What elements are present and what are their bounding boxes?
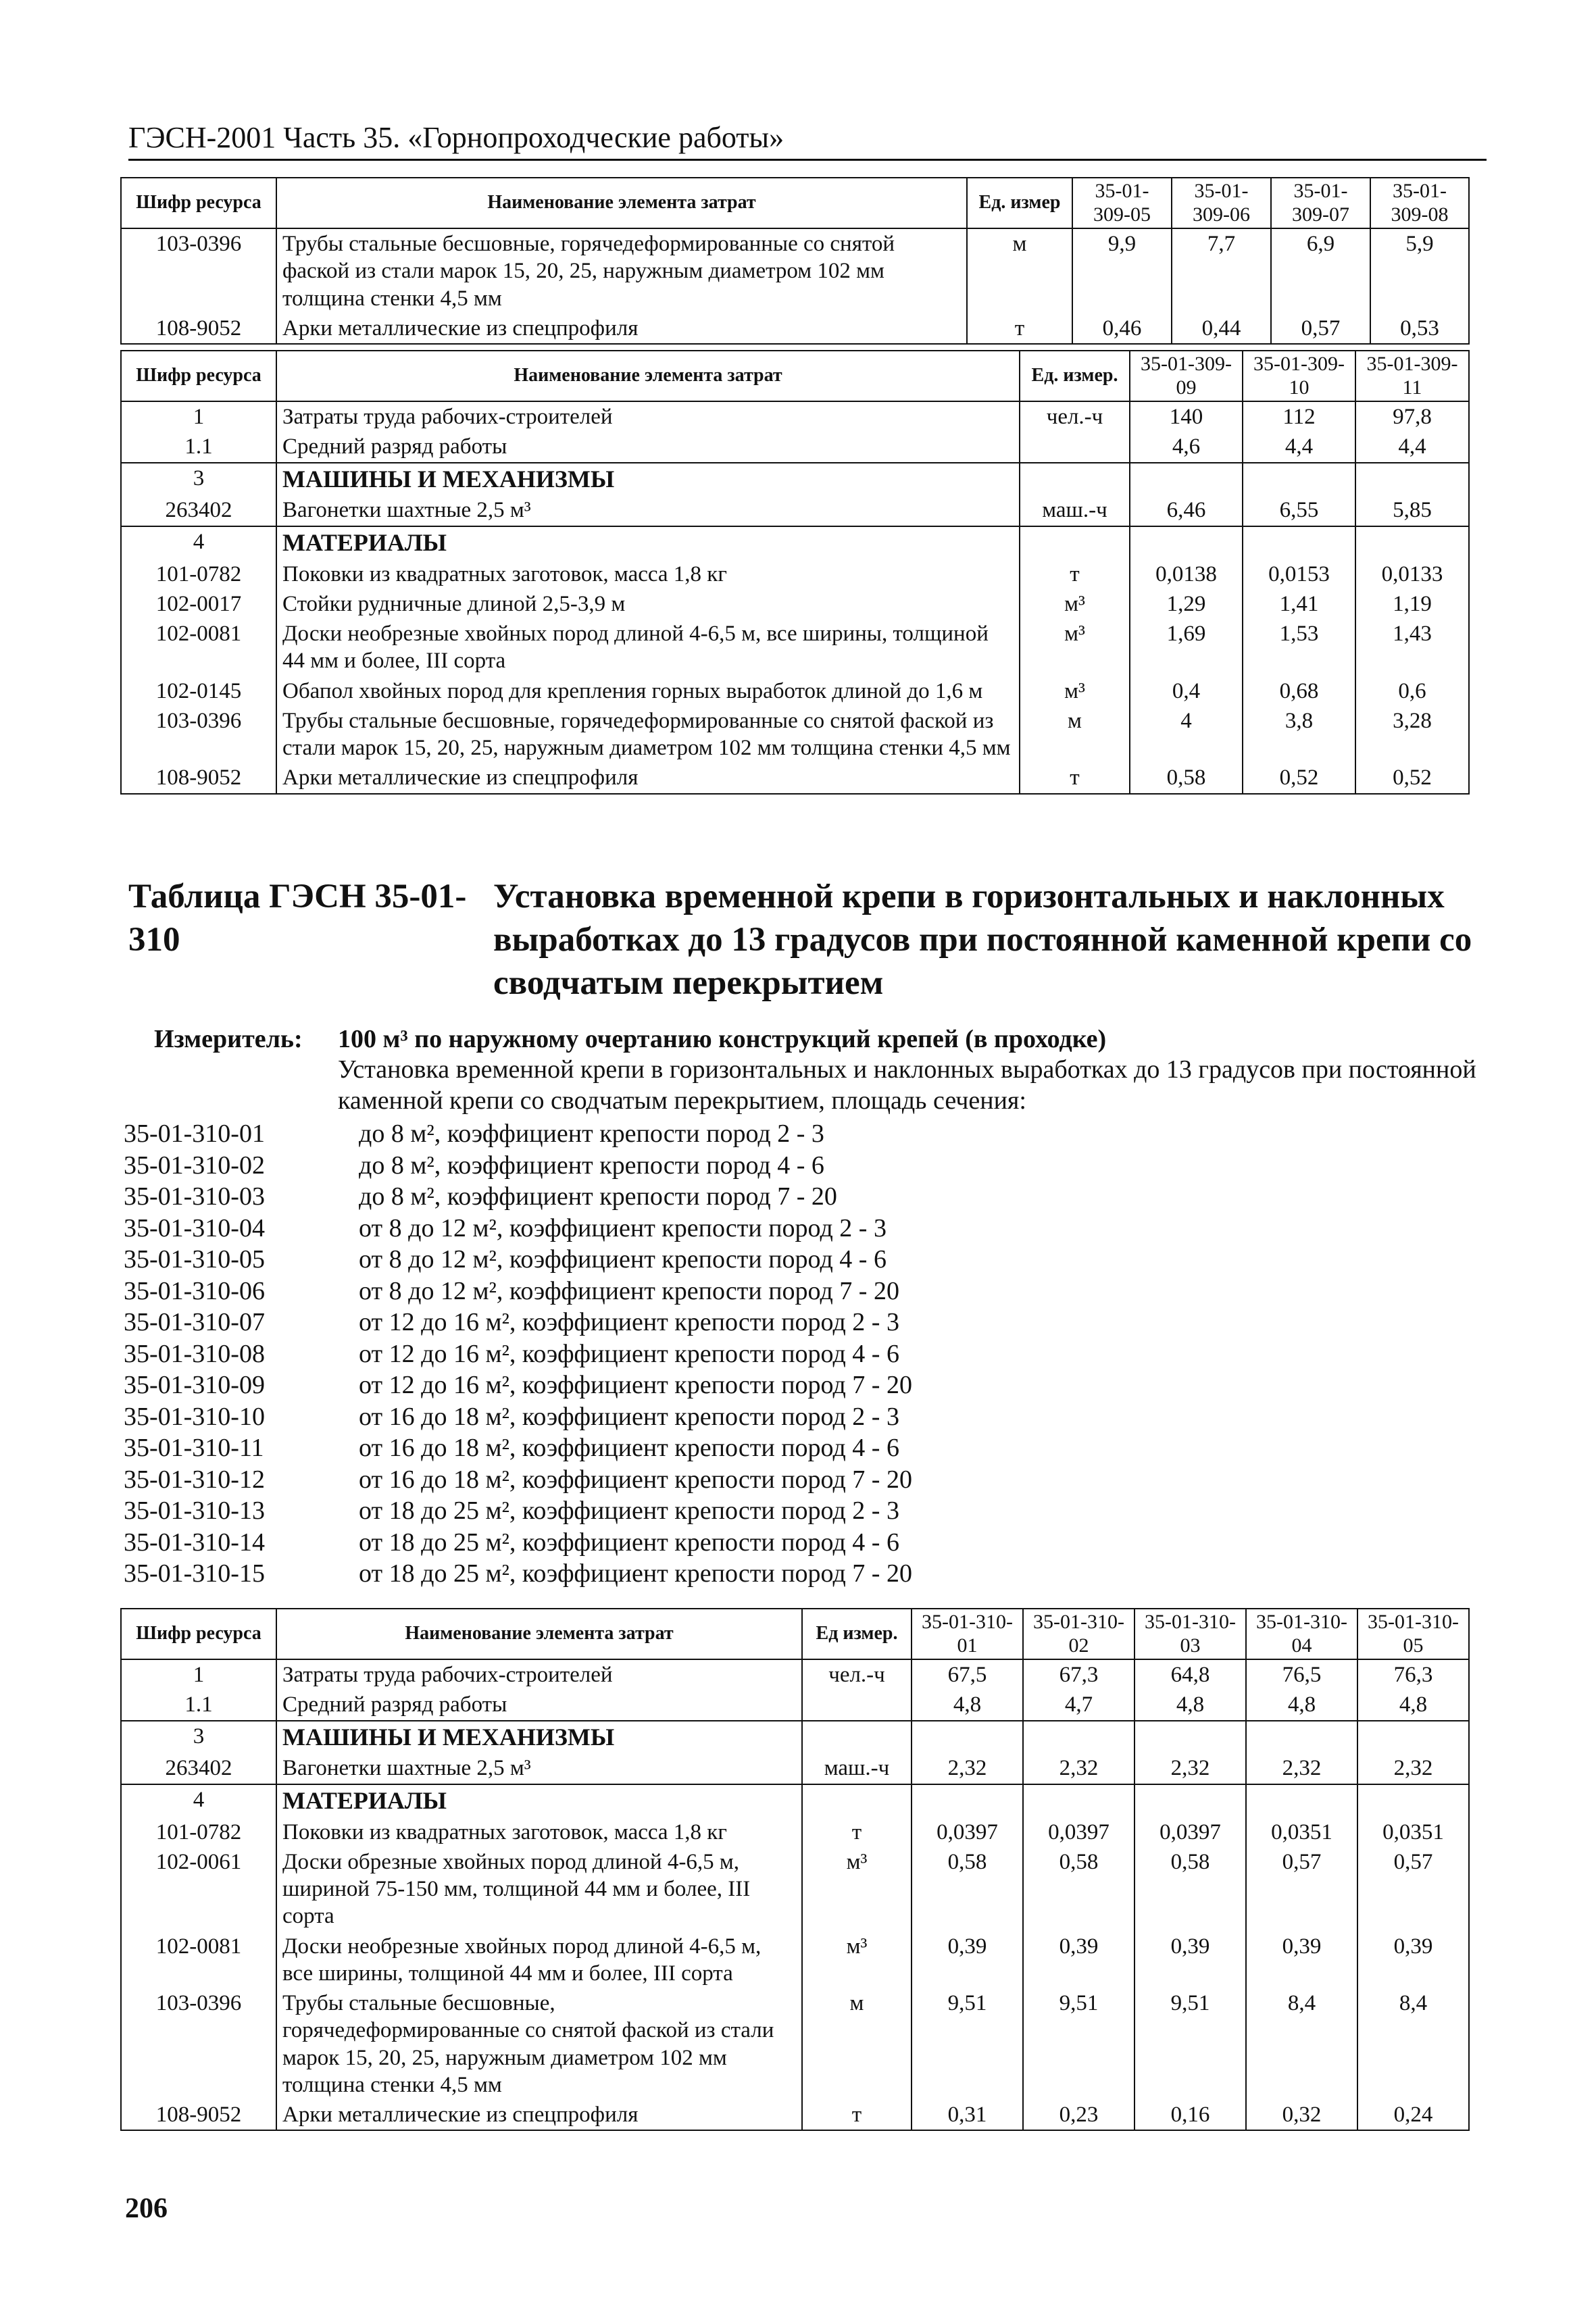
header-norm: 35-01-310-05 bbox=[1357, 1609, 1469, 1659]
norm-value: 0,52 bbox=[1243, 763, 1355, 793]
cost-element-name: Доски необрезные хвойных пород длиной 4-6,5 м, все ширины, толщиной 44 мм и более, III сорта bbox=[276, 1932, 802, 1989]
norm-code: 35-01-310-06 bbox=[124, 1276, 265, 1305]
resource-code: 4 bbox=[121, 526, 276, 559]
running-header: ГЭСН-2001 Часть 35. «Горнопроходческие работы» bbox=[128, 120, 1487, 161]
norm-value: 0,32 bbox=[1246, 2100, 1357, 2130]
norm-code: 35-01-310-04 bbox=[124, 1213, 265, 1242]
norm-description: от 16 до 18 м², коэффициент крепости пород 7 - 20 bbox=[359, 1465, 912, 1494]
unit bbox=[1020, 526, 1130, 559]
section-heading: МАШИНЫ И МЕХАНИЗМЫ bbox=[276, 1721, 802, 1754]
norm-value: 0,0351 bbox=[1357, 1817, 1469, 1847]
norm-value: 0,39 bbox=[1357, 1932, 1469, 1989]
norm-value: 0,57 bbox=[1271, 313, 1370, 344]
meter-label: Измеритель: bbox=[154, 1025, 303, 1053]
norm-value: 0,58 bbox=[912, 1847, 1023, 1932]
cost-element-name: Вагонетки шахтные 2,5 м³ bbox=[276, 495, 1020, 526]
norm-value: 0,39 bbox=[912, 1932, 1023, 1989]
norm-value: 0,44 bbox=[1172, 313, 1271, 344]
norm-value: 9,9 bbox=[1072, 228, 1172, 313]
cost-element-name: Арки металлические из спецпрофиля bbox=[276, 2100, 802, 2130]
norm-value: 0,16 bbox=[1134, 2100, 1246, 2130]
resource-code: 263402 bbox=[121, 1753, 276, 1784]
cost-element-name: Поковки из квадратных заготовок, масса 1,8 кг bbox=[276, 1817, 802, 1847]
norm-value: 67,5 bbox=[912, 1659, 1023, 1690]
list-item bbox=[124, 1213, 1475, 1245]
norm-description: от 18 до 25 м², коэффициент крепости пород 4 - 6 bbox=[359, 1528, 899, 1557]
cost-table-309-09-11 bbox=[120, 350, 1470, 795]
norm-value: 0,0153 bbox=[1243, 559, 1355, 589]
table-header-row bbox=[121, 351, 1469, 401]
norm-value bbox=[1355, 526, 1469, 559]
norm-value: 9,51 bbox=[1023, 1988, 1134, 2100]
table-row bbox=[121, 1690, 1469, 1720]
norm-description: от 18 до 25 м², коэффициент крепости пород 7 - 20 bbox=[359, 1559, 912, 1588]
section-heading: МАТЕРИАЛЫ bbox=[276, 526, 1020, 559]
resource-code: 101-0782 bbox=[121, 559, 276, 589]
unit: м³ bbox=[802, 1847, 912, 1932]
norm-value: 0,31 bbox=[912, 2100, 1023, 2130]
norm-value: 2,32 bbox=[1023, 1753, 1134, 1784]
norm-value: 0,6 bbox=[1355, 676, 1469, 706]
norm-value: 97,8 bbox=[1355, 401, 1469, 432]
norm-value: 2,32 bbox=[1134, 1753, 1246, 1784]
resource-code: 108-9052 bbox=[121, 763, 276, 793]
norm-description: от 12 до 16 м², коэффициент крепости пород 4 - 6 bbox=[359, 1339, 899, 1368]
header-cost-element: Наименование элемента затрат bbox=[276, 1609, 802, 1659]
unit: т bbox=[802, 1817, 912, 1847]
table-row bbox=[121, 463, 1469, 496]
norm-value: 4,4 bbox=[1243, 432, 1355, 462]
cost-element-name: Средний разряд работы bbox=[276, 1690, 802, 1720]
header-norm: 35-01-309-11 bbox=[1355, 351, 1469, 401]
norm-value: 112 bbox=[1243, 401, 1355, 432]
norm-description: от 12 до 16 м², коэффициент крепости пород 2 - 3 bbox=[359, 1308, 899, 1336]
norm-value: 3,28 bbox=[1355, 706, 1469, 763]
norm-value bbox=[1023, 1784, 1134, 1817]
resource-code: 1 bbox=[121, 1659, 276, 1690]
header-resource-code: Шифр ресурса bbox=[121, 1609, 276, 1659]
norm-value: 8,4 bbox=[1246, 1988, 1357, 2100]
norm-code: 35-01-310-14 bbox=[124, 1528, 265, 1557]
unit: м bbox=[967, 228, 1072, 313]
cost-element-name: Доски обрезные хвойных пород длиной 4-6,5 м, шириной 75-150 мм, толщиной 44 мм и более, III сорта bbox=[276, 1847, 802, 1932]
norm-description: от 16 до 18 м², коэффициент крепости пород 2 - 3 bbox=[359, 1402, 899, 1431]
norm-value: 1,53 bbox=[1243, 619, 1355, 676]
header-resource-code: Шифр ресурса bbox=[121, 178, 276, 228]
meter-value: 100 м³ по наружному очертанию конструкций крепей (в проходке) bbox=[338, 1025, 1107, 1053]
table-row bbox=[121, 763, 1469, 793]
unit bbox=[802, 1721, 912, 1754]
norm-value: 0,0397 bbox=[1023, 1817, 1134, 1847]
table-title bbox=[128, 876, 1507, 1005]
cost-element-name: Доски необрезные хвойных пород длиной 4-6,5 м, все ширины, толщиной 44 мм и более, III сорта bbox=[276, 619, 1020, 676]
table-row bbox=[121, 1988, 1469, 2100]
norm-value: 1,43 bbox=[1355, 619, 1469, 676]
norm-value: 0,58 bbox=[1023, 1847, 1134, 1932]
header-norm: 35-01-310-04 bbox=[1246, 1609, 1357, 1659]
header-unit: Ед. измер. bbox=[1020, 351, 1130, 401]
list-item bbox=[124, 1370, 1475, 1402]
norm-value bbox=[1246, 1784, 1357, 1817]
norm-value bbox=[1357, 1721, 1469, 1754]
norm-value: 76,5 bbox=[1246, 1659, 1357, 1690]
norm-value: 0,39 bbox=[1023, 1932, 1134, 1989]
resource-code: 108-9052 bbox=[121, 313, 276, 344]
unit: чел.-ч bbox=[1020, 401, 1130, 432]
cost-element-name: Средний разряд работы bbox=[276, 432, 1020, 462]
cost-element-name: Трубы стальные бесшовные, горячедеформированные со снятой фаской из стали марок 15, 20, 25, наружным диаметром 102 мм толщина стенки 4,5 мм bbox=[276, 228, 967, 313]
unit: чел.-ч bbox=[802, 1659, 912, 1690]
unit: м³ bbox=[1020, 619, 1130, 676]
header-cost-element: Наименование элемента затрат bbox=[276, 178, 967, 228]
norm-description: от 18 до 25 м², коэффициент крепости пород 2 - 3 bbox=[359, 1496, 899, 1525]
cost-element-name: Вагонетки шахтные 2,5 м³ bbox=[276, 1753, 802, 1784]
cost-element-name: Затраты труда рабочих-строителей bbox=[276, 1659, 802, 1690]
section-heading: МАШИНЫ И МЕХАНИЗМЫ bbox=[276, 463, 1020, 496]
norm-value: 4,8 bbox=[912, 1690, 1023, 1720]
list-item bbox=[124, 1276, 1475, 1308]
table-row bbox=[121, 495, 1469, 526]
header-norm: 35-01-309-07 bbox=[1271, 178, 1370, 228]
unit bbox=[802, 1784, 912, 1817]
list-item bbox=[124, 1559, 1475, 1590]
resource-code: 3 bbox=[121, 1721, 276, 1754]
table-row bbox=[121, 1659, 1469, 1690]
norm-value: 0,46 bbox=[1072, 313, 1172, 344]
cost-element-name: Затраты труда рабочих-строителей bbox=[276, 401, 1020, 432]
resource-code: 1.1 bbox=[121, 1690, 276, 1720]
resource-code: 102-0145 bbox=[121, 676, 276, 706]
norm-description: от 8 до 12 м², коэффициент крепости пород 4 - 6 bbox=[359, 1245, 887, 1274]
norm-value: 0,39 bbox=[1246, 1932, 1357, 1989]
header-norm: 35-01-309-10 bbox=[1243, 351, 1355, 401]
unit bbox=[1020, 463, 1130, 496]
table-row bbox=[121, 1847, 1469, 1932]
cost-element-name: Стойки рудничные длиной 2,5-3,9 м bbox=[276, 589, 1020, 619]
norm-value: 3,8 bbox=[1243, 706, 1355, 763]
header-unit: Ед измер. bbox=[802, 1609, 912, 1659]
cost-element-name: Арки металлические из спецпрофиля bbox=[276, 313, 967, 344]
header-resource-code: Шифр ресурса bbox=[121, 351, 276, 401]
resource-code: 102-0061 bbox=[121, 1847, 276, 1932]
header-norm: 35-01-309-05 bbox=[1072, 178, 1172, 228]
norm-value: 67,3 bbox=[1023, 1659, 1134, 1690]
norm-value: 0,68 bbox=[1243, 676, 1355, 706]
resource-code: 101-0782 bbox=[121, 1817, 276, 1847]
norm-value: 2,32 bbox=[912, 1753, 1023, 1784]
list-item bbox=[124, 1307, 1475, 1339]
norm-value: 8,4 bbox=[1357, 1988, 1469, 2100]
norm-value bbox=[1355, 463, 1469, 496]
norm-description: от 8 до 12 м², коэффициент крепости пород 2 - 3 bbox=[359, 1213, 887, 1242]
norm-value bbox=[1134, 1721, 1246, 1754]
resource-code: 3 bbox=[121, 463, 276, 496]
list-item bbox=[124, 1402, 1475, 1434]
norm-code: 35-01-310-01 bbox=[124, 1120, 265, 1148]
table-row bbox=[121, 228, 1469, 313]
cost-element-name: Трубы стальные бесшовные, горячедеформированные со снятой фаской из стали марок 15, 20, 25, наружным диаметром 102 мм толщина стенки 4,5 мм bbox=[276, 706, 1020, 763]
norm-value: 6,46 bbox=[1130, 495, 1243, 526]
table-title-number: Таблица ГЭСН 35-01-310 bbox=[128, 878, 467, 959]
list-item bbox=[124, 1339, 1475, 1371]
cost-element-name: Трубы стальные бесшовные, горячедеформированные со снятой фаской из стали марок 15, 20, 25, наружным диаметром 102 мм толщина стенки 4,5 мм bbox=[276, 1988, 802, 2100]
resource-code: 102-0081 bbox=[121, 1932, 276, 1989]
header-norm: 35-01-309-09 bbox=[1130, 351, 1243, 401]
header-cost-element: Наименование элемента затрат bbox=[276, 351, 1020, 401]
table-row bbox=[121, 1932, 1469, 1989]
list-item bbox=[124, 1496, 1475, 1528]
norm-value bbox=[1243, 463, 1355, 496]
norm-value: 4,7 bbox=[1023, 1690, 1134, 1720]
norm-value: 6,9 bbox=[1271, 228, 1370, 313]
norm-code: 35-01-310-08 bbox=[124, 1339, 265, 1368]
norm-value bbox=[1357, 1784, 1469, 1817]
norm-code: 35-01-310-13 bbox=[124, 1496, 265, 1525]
norm-value: 0,0133 bbox=[1355, 559, 1469, 589]
norm-value: 2,32 bbox=[1357, 1753, 1469, 1784]
unit: м³ bbox=[802, 1932, 912, 1989]
norm-value: 76,3 bbox=[1357, 1659, 1469, 1690]
norm-code: 35-01-310-11 bbox=[124, 1434, 264, 1462]
table-row bbox=[121, 559, 1469, 589]
norm-value: 4,8 bbox=[1246, 1690, 1357, 1720]
list-item bbox=[124, 1465, 1475, 1496]
resource-code: 102-0081 bbox=[121, 619, 276, 676]
norm-value bbox=[912, 1784, 1023, 1817]
norm-code: 35-01-310-12 bbox=[124, 1465, 265, 1494]
norm-value: 140 bbox=[1130, 401, 1243, 432]
table-row bbox=[121, 706, 1469, 763]
table-row bbox=[121, 619, 1469, 676]
table-row bbox=[121, 432, 1469, 462]
norm-value: 0,0138 bbox=[1130, 559, 1243, 589]
norm-description: от 16 до 18 м², коэффициент крепости пород 4 - 6 bbox=[359, 1434, 899, 1462]
norm-value: 9,51 bbox=[912, 1988, 1023, 2100]
cost-element-name: Поковки из квадратных заготовок, масса 1,8 кг bbox=[276, 559, 1020, 589]
resource-code: 1 bbox=[121, 401, 276, 432]
norm-code: 35-01-310-10 bbox=[124, 1402, 265, 1431]
norm-value: 0,0397 bbox=[912, 1817, 1023, 1847]
norm-value: 0,4 bbox=[1130, 676, 1243, 706]
norm-description: до 8 м², коэффициент крепости пород 4 - 6 bbox=[359, 1151, 824, 1180]
norm-value bbox=[1134, 1784, 1246, 1817]
table-row bbox=[121, 676, 1469, 706]
unit: маш.-ч bbox=[1020, 495, 1130, 526]
unit: т bbox=[1020, 559, 1130, 589]
table-row bbox=[121, 1784, 1469, 1817]
meter-description: Установка временной крепи в горизонтальных и наклонных выработках до 13 градусов при постоянной каменной крепи со сводчатым перекрытием, площадь сечения: bbox=[338, 1055, 1476, 1115]
norm-value bbox=[1130, 463, 1243, 496]
list-item bbox=[124, 1119, 1475, 1151]
norm-value: 0,39 bbox=[1134, 1932, 1246, 1989]
cost-table-309-05-08 bbox=[120, 177, 1470, 345]
unit: м³ bbox=[1020, 676, 1130, 706]
norm-code: 35-01-310-09 bbox=[124, 1371, 265, 1399]
header-norm: 35-01-310-03 bbox=[1134, 1609, 1246, 1659]
norm-value: 5,9 bbox=[1370, 228, 1469, 313]
unit: т bbox=[802, 2100, 912, 2130]
norm-value: 6,55 bbox=[1243, 495, 1355, 526]
list-item bbox=[124, 1151, 1475, 1182]
cost-element-name: Арки металлические из спецпрофиля bbox=[276, 763, 1020, 793]
table-row bbox=[121, 526, 1469, 559]
norm-value: 0,58 bbox=[1130, 763, 1243, 793]
resource-code: 102-0017 bbox=[121, 589, 276, 619]
norm-value bbox=[1246, 1721, 1357, 1754]
resource-code: 103-0396 bbox=[121, 1988, 276, 2100]
norm-value: 0,52 bbox=[1355, 763, 1469, 793]
header-norm: 35-01-309-06 bbox=[1172, 178, 1271, 228]
norm-value: 1,29 bbox=[1130, 589, 1243, 619]
list-item bbox=[124, 1433, 1475, 1465]
norm-value: 0,57 bbox=[1246, 1847, 1357, 1932]
resource-code: 263402 bbox=[121, 495, 276, 526]
unit: м bbox=[802, 1988, 912, 2100]
list-item bbox=[124, 1528, 1475, 1559]
norm-code-list bbox=[124, 1119, 1475, 1590]
norm-value: 0,24 bbox=[1357, 2100, 1469, 2130]
unit bbox=[1020, 432, 1130, 462]
unit: м³ bbox=[1020, 589, 1130, 619]
norm-description: от 8 до 12 м², коэффициент крепости пород 7 - 20 bbox=[359, 1276, 899, 1305]
norm-value bbox=[1130, 526, 1243, 559]
norm-value: 64,8 bbox=[1134, 1659, 1246, 1690]
header-norm: 35-01-310-02 bbox=[1023, 1609, 1134, 1659]
unit bbox=[802, 1690, 912, 1720]
resource-code: 108-9052 bbox=[121, 2100, 276, 2130]
resource-code: 103-0396 bbox=[121, 706, 276, 763]
table-row bbox=[121, 589, 1469, 619]
cost-table-310-01-05 bbox=[120, 1608, 1470, 2131]
norm-value bbox=[1243, 526, 1355, 559]
table-row bbox=[121, 2100, 1469, 2130]
unit: м bbox=[1020, 706, 1130, 763]
norm-value: 0,23 bbox=[1023, 2100, 1134, 2130]
norm-value: 1,19 bbox=[1355, 589, 1469, 619]
cost-element-name: Обапол хвойных пород для крепления горных выработок длиной до 1,6 м bbox=[276, 676, 1020, 706]
header-norm: 35-01-309-08 bbox=[1370, 178, 1469, 228]
table-row bbox=[121, 313, 1469, 344]
norm-value: 4,8 bbox=[1134, 1690, 1246, 1720]
norm-code: 35-01-310-03 bbox=[124, 1182, 265, 1211]
header-norm: 35-01-310-01 bbox=[912, 1609, 1023, 1659]
unit: т bbox=[1020, 763, 1130, 793]
resource-code: 4 bbox=[121, 1784, 276, 1817]
norm-code: 35-01-310-02 bbox=[124, 1151, 265, 1180]
norm-code: 35-01-310-05 bbox=[124, 1245, 265, 1274]
norm-description: до 8 м², коэффициент крепости пород 7 - 20 bbox=[359, 1182, 837, 1211]
unit: маш.-ч bbox=[802, 1753, 912, 1784]
norm-value: 7,7 bbox=[1172, 228, 1271, 313]
norm-value: 2,32 bbox=[1246, 1753, 1357, 1784]
norm-value: 0,0351 bbox=[1246, 1817, 1357, 1847]
norm-value: 4,6 bbox=[1130, 432, 1243, 462]
norm-code: 35-01-310-15 bbox=[124, 1559, 265, 1588]
norm-code: 35-01-310-07 bbox=[124, 1308, 265, 1336]
table-header-row bbox=[121, 1609, 1469, 1659]
norm-description: до 8 м², коэффициент крепости пород 2 - 3 bbox=[359, 1120, 824, 1148]
norm-value bbox=[912, 1721, 1023, 1754]
norm-value: 4,8 bbox=[1357, 1690, 1469, 1720]
table-row bbox=[121, 1753, 1469, 1784]
norm-value: 0,53 bbox=[1370, 313, 1469, 344]
resource-code: 103-0396 bbox=[121, 228, 276, 313]
page-number: 206 bbox=[125, 2193, 168, 2224]
norm-description: от 12 до 16 м², коэффициент крепости пород 7 - 20 bbox=[359, 1371, 912, 1399]
list-item bbox=[124, 1182, 1475, 1213]
table-row bbox=[121, 1817, 1469, 1847]
table-row bbox=[121, 1721, 1469, 1754]
table-row bbox=[121, 401, 1469, 432]
norm-value: 1,69 bbox=[1130, 619, 1243, 676]
list-item bbox=[124, 1244, 1475, 1276]
resource-code: 1.1 bbox=[121, 432, 276, 462]
header-unit: Ед. измер bbox=[967, 178, 1072, 228]
meter-line bbox=[154, 1024, 1499, 1054]
norm-value bbox=[1023, 1721, 1134, 1754]
norm-value: 9,51 bbox=[1134, 1988, 1246, 2100]
section-heading: МАТЕРИАЛЫ bbox=[276, 1784, 802, 1817]
table-header-row bbox=[121, 178, 1469, 228]
table-title-text: Установка временной крепи в горизонтальных и наклонных выработках до 13 градусов при постоянной каменной крепи со сводчатым перекрытием bbox=[493, 878, 1472, 1002]
unit: т bbox=[967, 313, 1072, 344]
norm-value: 0,0397 bbox=[1134, 1817, 1246, 1847]
norm-value: 0,57 bbox=[1357, 1847, 1469, 1932]
norm-value: 5,85 bbox=[1355, 495, 1469, 526]
norm-value: 4,4 bbox=[1355, 432, 1469, 462]
norm-value: 0,58 bbox=[1134, 1847, 1246, 1932]
norm-value: 1,41 bbox=[1243, 589, 1355, 619]
norm-value: 4 bbox=[1130, 706, 1243, 763]
